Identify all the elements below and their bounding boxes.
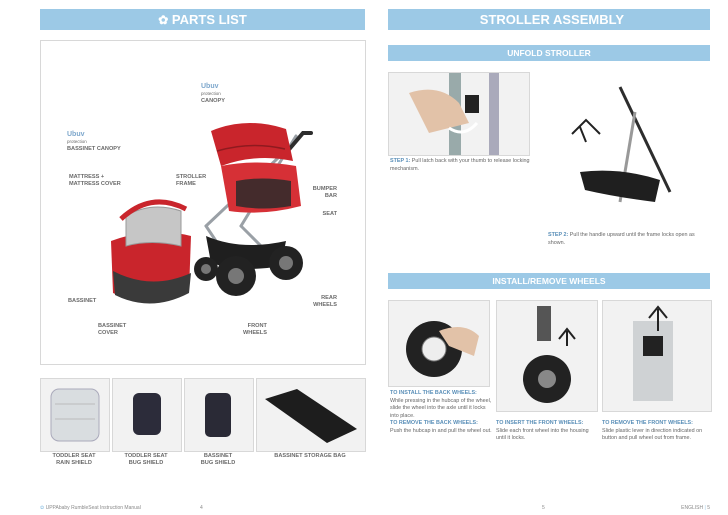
- label-front-wheels-1: FRONT: [247, 323, 267, 329]
- step1-text: Pull latch back with your thumb to release locking mechanism.: [390, 158, 530, 172]
- accessory-label-3b: BUG SHIELD: [200, 460, 236, 466]
- accessory-label-2a: TODDLER SEAT: [124, 453, 168, 459]
- unfold-stroller-header: UNFOLD STROLLER: [388, 45, 710, 61]
- parts-diagram-frame: [40, 40, 366, 365]
- canopy-uv-sub: protection: [201, 91, 221, 96]
- stroller-assembly-header: [388, 9, 710, 30]
- label-bassinet: BASSINET: [68, 298, 97, 304]
- footer-manual-title: UPPAbaby RumbleSeat Instruction Manual: [45, 505, 141, 511]
- label-stroller-frame-2: FRAME: [176, 181, 196, 187]
- accessory-label-1b: RAIN SHIELD: [56, 460, 92, 466]
- accessory-label-1a: TODDLER SEAT: [52, 453, 96, 459]
- label-stroller-frame-1: STROLLER: [176, 174, 207, 180]
- insert-front-label: TO INSERT THE FRONT WHEELS:: [496, 420, 584, 426]
- unfold-step2-photo: [560, 72, 710, 222]
- remove-front-text: Slide plastic lever in direction indicated on button and pull wheel out from frame.: [602, 427, 703, 441]
- remove-back-text: Push the hubcap in and pull the wheel out.: [390, 427, 492, 434]
- accessory-storage-bag-image: [256, 378, 366, 452]
- label-rear-wheels-1: REAR: [321, 295, 337, 301]
- label-bassinet-cover-2: COVER: [98, 330, 118, 336]
- stroller-assembly-title: STROLLER ASSEMBLY: [479, 12, 624, 27]
- accessory-label-2b: BUG SHIELD: [128, 460, 164, 466]
- accessory-bassinet-bug-shield-image: [184, 378, 254, 452]
- step2-text: Pull the handle upward until the frame locks open as shown.: [548, 232, 695, 246]
- label-bassinet-canopy: BASSINET CANOPY: [67, 146, 121, 152]
- label-bassinet-cover-1: BASSINET: [98, 323, 127, 329]
- install-wheels-header: INSTALL/REMOVE WHEELS: [388, 273, 710, 289]
- accessory-rain-shield-image: [40, 378, 110, 452]
- accessory-toddler-bug-shield-image: [112, 378, 182, 452]
- remove-front-label: TO REMOVE THE FRONT WHEELS:: [602, 420, 693, 426]
- footer-page-left: 4: [200, 505, 203, 511]
- back-wheels-label: TO INSTALL THE BACK WHEELS:: [390, 390, 477, 396]
- label-bumper-bar-1: BUMPER: [312, 186, 337, 192]
- bassinet-canopy-uv-brand: Ubuv: [67, 131, 85, 138]
- label-seat: SEAT: [322, 211, 337, 217]
- back-wheel-photo: [388, 300, 490, 387]
- footer-lang: ENGLISH: [681, 505, 704, 511]
- step2-label: STEP 2:: [548, 232, 569, 238]
- front-wheel-insert-photo: [496, 300, 598, 412]
- remove-back-label: TO REMOVE THE BACK WHEELS:: [390, 420, 478, 426]
- back-wheels-text: While pressing in the hubcap of the wheel, slide the wheel into the axle until it locks into place.: [390, 397, 492, 419]
- accessory-label-4: BASSINET STORAGE BAG: [274, 453, 346, 459]
- label-mattress-1: MATTRESS +: [69, 174, 105, 180]
- accessory-label-3a: BASSINET: [203, 453, 233, 459]
- parts-list-title: PARTS LIST: [171, 12, 247, 27]
- footer-flower-icon: ✿: [40, 505, 45, 511]
- parts-list-header: [40, 9, 365, 30]
- label-front-wheels-2: WHEELS: [243, 330, 267, 336]
- label-mattress-2: MATTRESS COVER: [69, 181, 121, 187]
- insert-front-text: Slide each front wheel into the housing until it locks.: [496, 427, 589, 441]
- canopy-uv-brand: Ubuv: [201, 83, 219, 90]
- unfold-step1-photo: [388, 72, 530, 156]
- step1-label: STEP 1:: [390, 158, 411, 164]
- front-wheel-remove-photo: [602, 300, 712, 412]
- footer-lang-page: 5: [707, 505, 710, 511]
- label-bumper-bar-2: BAR: [324, 193, 337, 199]
- bassinet-canopy-uv-sub: protection: [67, 139, 87, 144]
- label-canopy: CANOPY: [201, 98, 225, 104]
- footer-page-right: 5: [542, 505, 545, 511]
- label-rear-wheels-2: WHEELS: [313, 302, 337, 308]
- flower-icon: ✿: [158, 13, 169, 27]
